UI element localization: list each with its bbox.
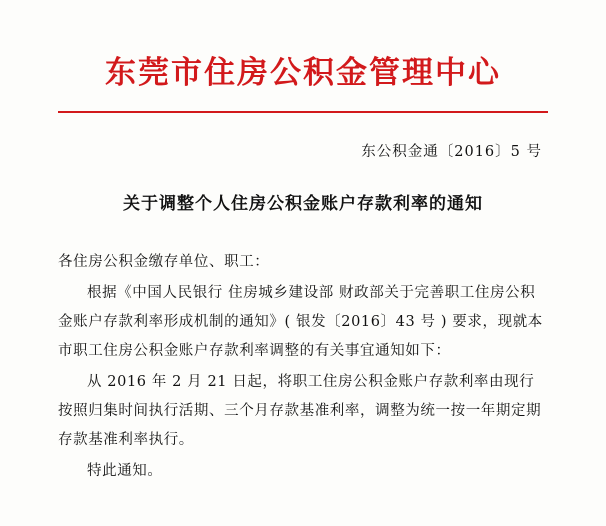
document-title: 关于调整个人住房公积金账户存款利率的通知 [123, 193, 483, 214]
salutation: 各住房公积金缴存单位、职工： [58, 253, 270, 270]
body-paragraph: 从 2016 年 2 月 21 日起，将职工住房公积金账户存款利率由现行按照归集时间执行活期、三个月存款基准利率，调整为统一按一年期定期存款基准利率执行。 [58, 373, 542, 448]
document-body [58, 248, 548, 486]
red-divider-rule [58, 111, 548, 113]
body-paragraph: 根据《中国人民银行 住房城乡建设部 财政部关于完善职工住房公积金账户存款利率形成机制的通知》( 银发〔2016〕43 号 ) 要求，现就本市职工住房公积金账户存款利率调整的有关事宜通知如下： [58, 284, 543, 359]
masthead [58, 0, 548, 92]
masthead-title: 东莞市住房公积金管理中心 [105, 55, 501, 91]
body-paragraph: 特此通知。 [87, 462, 163, 479]
document-number: 东公积金通〔2016〕5 号 [361, 143, 542, 160]
